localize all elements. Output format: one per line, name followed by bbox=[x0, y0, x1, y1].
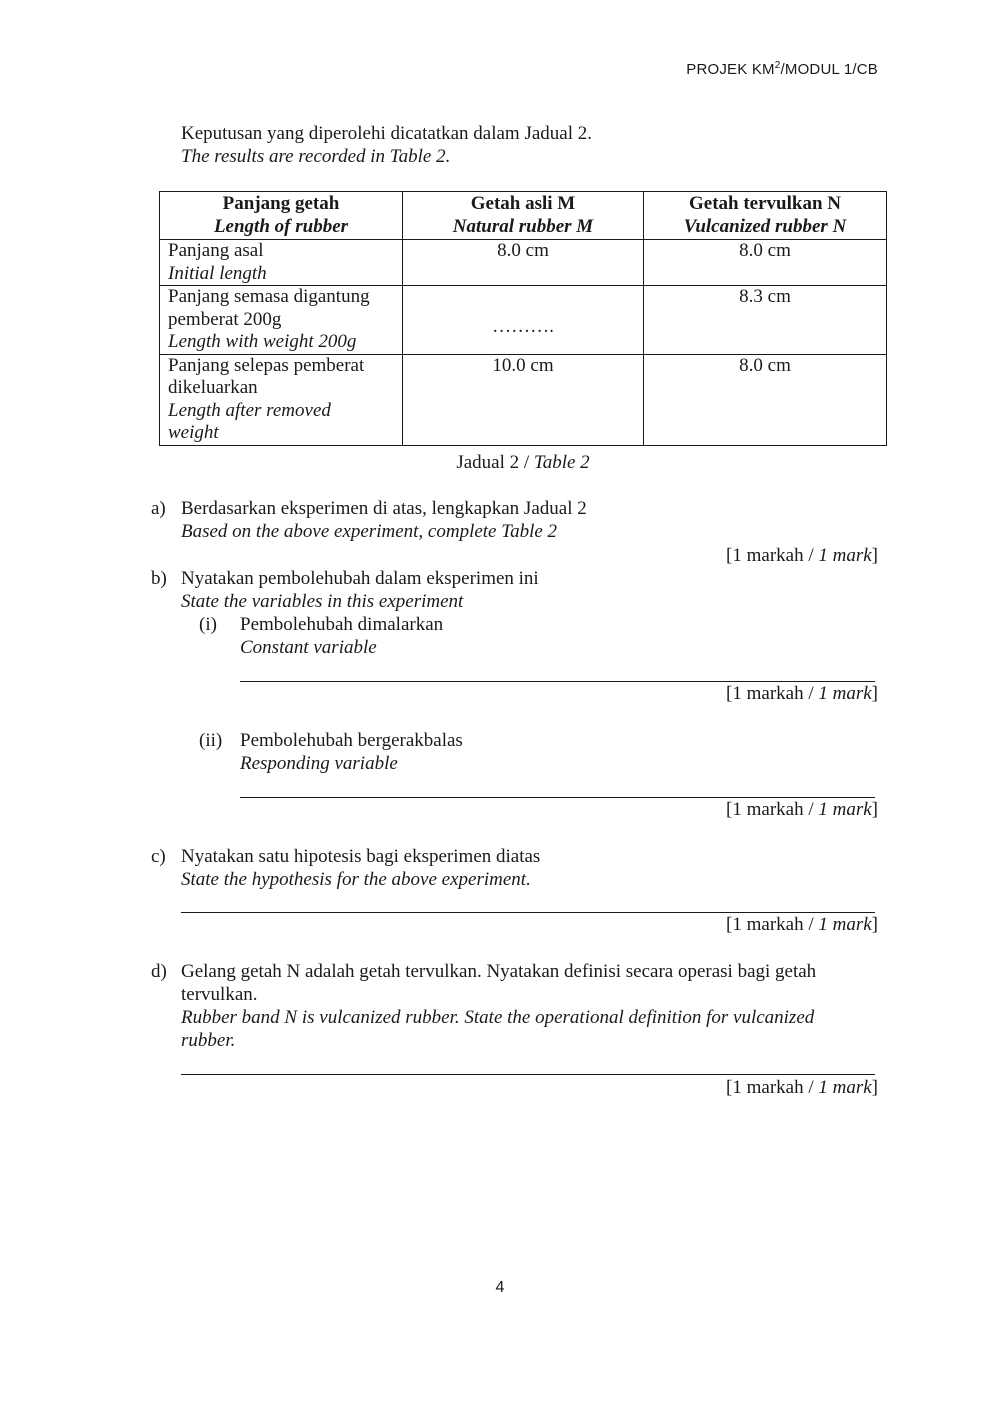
cell-vulcanized: 8.3 cm bbox=[644, 286, 887, 355]
row-label-english: Length with weight 200g bbox=[168, 331, 357, 352]
row-label bbox=[160, 286, 403, 355]
row-label-malay: Panjang selepas pemberat bbox=[168, 354, 365, 376]
question-a-english: Based on the above experiment, complete Table 2 bbox=[181, 521, 558, 542]
header-length bbox=[160, 192, 403, 240]
page-number: 4 bbox=[495, 1279, 505, 1296]
question-b-ii-number: (ii) bbox=[199, 730, 223, 751]
cell-natural: 10.0 cm bbox=[403, 354, 644, 445]
header-length-english: Length of rubber bbox=[213, 215, 349, 237]
question-a-letter: a) bbox=[151, 498, 166, 519]
header-natural bbox=[403, 192, 644, 240]
question-d-letter: d) bbox=[151, 961, 167, 982]
row-label-malay: Panjang semasa digantung bbox=[168, 286, 370, 307]
question-b-malay: Nyatakan pembolehubah dalam eksperimen ini bbox=[181, 568, 539, 589]
row-label-malay: dikeluarkan bbox=[168, 377, 258, 398]
table-row bbox=[160, 240, 887, 286]
question-b-english: State the variables in this experiment bbox=[181, 591, 464, 612]
cell-vulcanized: 8.0 cm bbox=[644, 354, 887, 445]
row-label-english: Length after removed bbox=[168, 399, 331, 421]
intro-english: The results are recorded in Table 2. bbox=[181, 146, 451, 167]
header-vulcanized-english: Vulcanized rubber N bbox=[683, 215, 847, 237]
row-label-malay: pemberat 200g bbox=[168, 308, 282, 330]
header-vulcanized bbox=[644, 192, 887, 240]
question-b-i-number: (i) bbox=[199, 614, 217, 635]
question-b-ii-malay: Pembolehubah bergerakbalas bbox=[240, 730, 463, 751]
header-suffix: /MODUL 1/CB bbox=[780, 61, 878, 78]
question-b-letter: b) bbox=[151, 568, 167, 589]
header-superscript: 2 bbox=[774, 60, 781, 71]
row-label-english: weight bbox=[168, 422, 219, 443]
mark-label: [1 markah / 1 mark] bbox=[726, 683, 878, 704]
answer-line-d[interactable] bbox=[181, 1074, 875, 1075]
question-d-english: Rubber band N is vulcanized rubber. State the operational definition for vulcanized bbox=[181, 1007, 815, 1028]
question-d-malay: Gelang getah N adalah getah tervulkan. Nyatakan definisi secara operasi bagi getah bbox=[181, 961, 817, 982]
mark-label: [1 markah / 1 mark] bbox=[726, 545, 878, 566]
mark-label: [1 markah / 1 mark] bbox=[726, 914, 878, 935]
table-caption bbox=[0, 451, 1000, 474]
question-c-english: State the hypothesis for the above experiment. bbox=[181, 869, 531, 890]
question-d-malay: tervulkan. bbox=[181, 984, 258, 1005]
mark-label: [1 markah / 1 mark] bbox=[726, 1077, 878, 1098]
header-length-malay: Panjang getah bbox=[222, 193, 340, 214]
question-c-malay: Nyatakan satu hipotesis bagi eksperimen diatas bbox=[181, 846, 541, 867]
question-d-english: rubber. bbox=[181, 1030, 236, 1051]
question-a-malay: Berdasarkan eksperimen di atas, lengkapkan Jadual 2 bbox=[181, 498, 587, 519]
question-b-i-malay: Pembolehubah dimalarkan bbox=[240, 614, 444, 635]
table-caption-english: Table 2 bbox=[533, 452, 590, 473]
table-row bbox=[160, 286, 887, 355]
mark-label: [1 markah / 1 mark] bbox=[726, 799, 878, 820]
header-prefix: PROJEK KM bbox=[686, 61, 775, 78]
row-label bbox=[160, 354, 403, 445]
row-label-malay: Panjang asal bbox=[168, 240, 264, 261]
header-natural-english: Natural rubber M bbox=[452, 215, 594, 237]
row-label bbox=[160, 240, 403, 286]
row-label-english: Initial length bbox=[168, 262, 267, 284]
header-natural-malay: Getah asli M bbox=[470, 193, 576, 214]
answer-blank-cell[interactable]: ………. bbox=[403, 286, 644, 355]
header-vulcanized-malay: Getah tervulkan N bbox=[689, 193, 841, 214]
question-b-ii-english: Responding variable bbox=[240, 753, 398, 774]
table-caption-malay: Jadual 2 / bbox=[456, 452, 534, 473]
page-header bbox=[686, 60, 878, 78]
intro-malay: Keputusan yang diperolehi dicatatkan dalam Jadual 2. bbox=[181, 123, 593, 144]
results-table bbox=[159, 191, 887, 446]
table-row bbox=[160, 354, 887, 445]
cell-vulcanized: 8.0 cm bbox=[644, 240, 887, 286]
cell-natural: 8.0 cm bbox=[403, 240, 644, 286]
table-header-row bbox=[160, 192, 887, 240]
question-b-i-english: Constant variable bbox=[240, 637, 377, 658]
question-c-letter: c) bbox=[151, 846, 166, 867]
